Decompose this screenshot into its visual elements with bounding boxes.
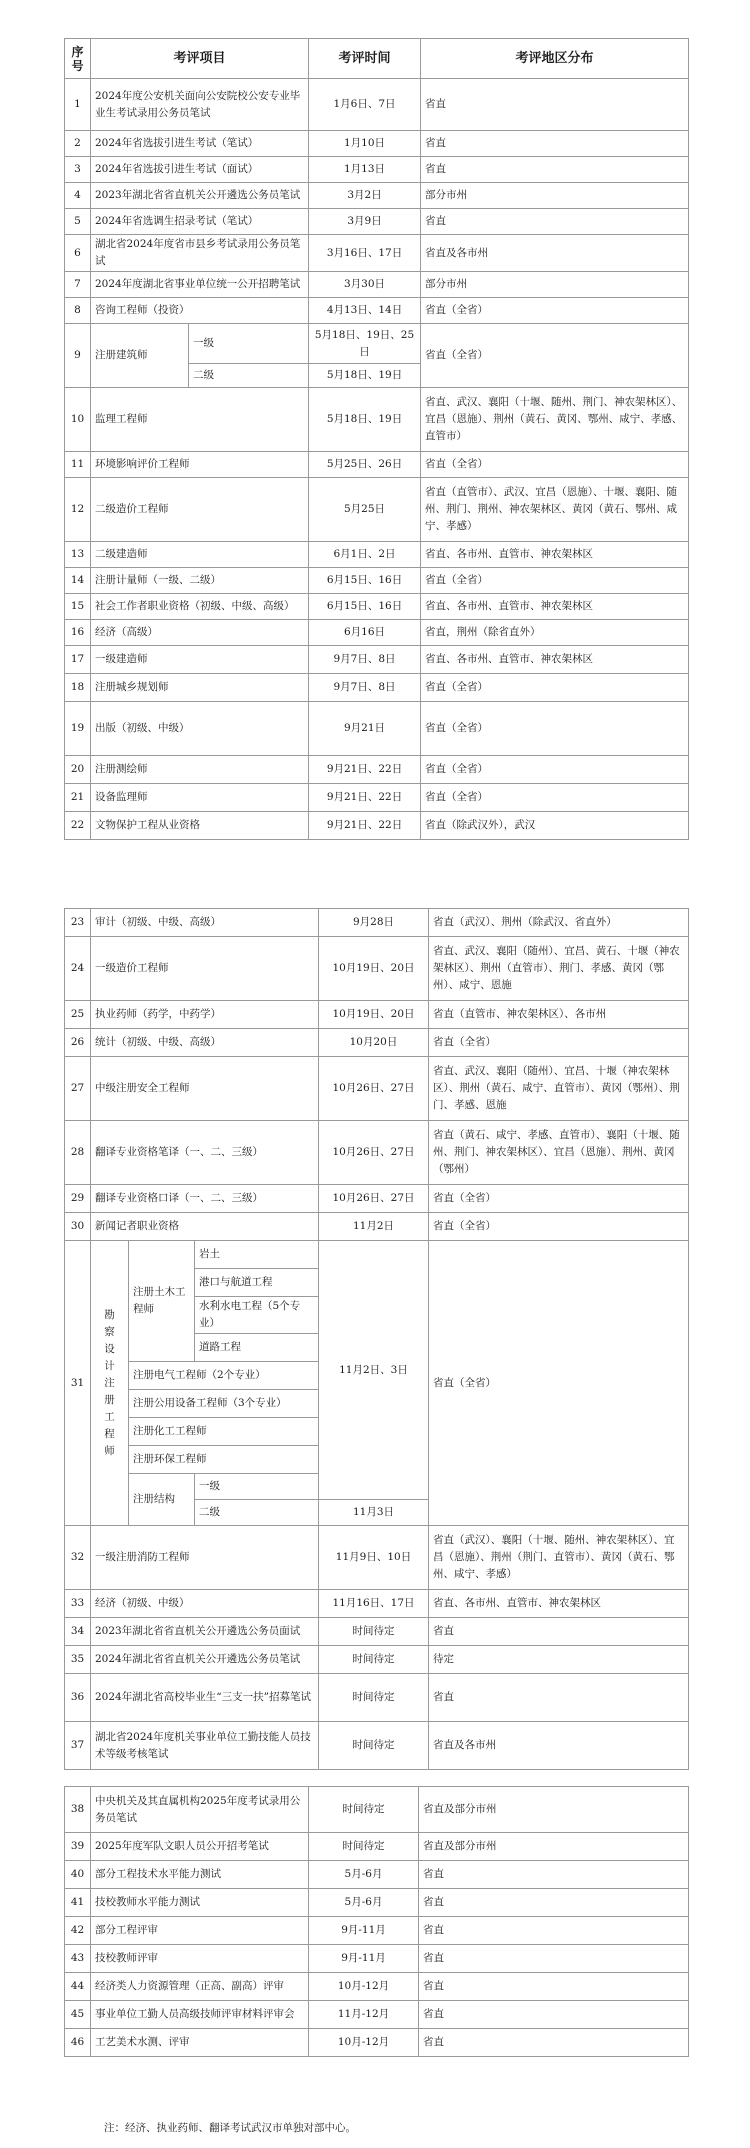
row-time: 10月26日、27日 (319, 1185, 429, 1213)
row-no: 38 (65, 1787, 91, 1833)
row-time: 6月15日、16日 (309, 594, 421, 620)
row-area: 省直、武汉、襄阳（随州）、宜昌、黄石、十堰（神农架林区）、荆州（直管市）、荆门、孝感、黄冈（鄂州）、咸宁、恩施 (429, 937, 689, 1001)
row-item: 经济（初级、中级） (91, 1590, 319, 1618)
table-row (65, 1861, 689, 1889)
row-time: 9月7日、8日 (309, 674, 421, 702)
row-area: 省直及部分市州 (419, 1787, 689, 1833)
row-item: 文物保护工程从业资格 (91, 812, 309, 840)
table-row (65, 2029, 689, 2057)
table-row (65, 620, 689, 646)
row-no: 16 (65, 620, 91, 646)
row-time: 4月13日、14日 (309, 298, 421, 324)
row-time: 6月15日、16日 (309, 568, 421, 594)
row-item: 事业单位工勤人员高级技师评审材料评审会 (91, 2001, 309, 2029)
table-row (65, 1526, 689, 1590)
row-area: 省直、各市州、直管市、神农架林区 (421, 646, 689, 674)
table-row (65, 388, 689, 452)
row-item: 设备监理师 (91, 784, 309, 812)
row-no: 1 (65, 79, 91, 131)
row-time: 11月2日 (319, 1213, 429, 1241)
row-no: 20 (65, 756, 91, 784)
row-area: 省直 (429, 1674, 689, 1722)
row-time: 11月3日 (319, 1500, 429, 1526)
row-time: 9月-11月 (309, 1945, 419, 1973)
row-item: 工艺美术水测、评审 (91, 2029, 309, 2057)
row-item: 注册测绘师 (91, 756, 309, 784)
row-no: 25 (65, 1001, 91, 1029)
table-row (65, 594, 689, 620)
row-item: 湖北省2024年度省市县乡考试录用公务员笔试 (91, 235, 309, 272)
row-time: 9月7日、8日 (309, 646, 421, 674)
row-no: 17 (65, 646, 91, 674)
row-item: 中级注册安全工程师 (91, 1057, 319, 1121)
table-row (65, 324, 689, 364)
table-row (65, 1674, 689, 1722)
row-item: 一级造价工程师 (91, 937, 319, 1001)
row-no: 21 (65, 784, 91, 812)
row-time: 3月16日、17日 (309, 235, 421, 272)
row-item: 统计（初级、中级、高级） (91, 1029, 319, 1057)
row-no: 39 (65, 1833, 91, 1861)
table-row (65, 452, 689, 478)
row-no: 2 (65, 131, 91, 157)
row-item: 勘察设计注册工程师 (104, 1308, 115, 1457)
table-row (65, 478, 689, 542)
row-area: 省直（直管市）、武汉、宜昌（恩施）、十堰、襄阳、随州、荆门、荆州、神农架林区、黄冈（黄石、鄂州、咸宁、孝感） (421, 478, 689, 542)
row-area: 省直、各市州、直管市、神农架林区 (429, 1590, 689, 1618)
row-subitem: 一级 (195, 1474, 319, 1500)
table-row (65, 272, 689, 298)
row-no: 34 (65, 1618, 91, 1646)
row-item: 出版（初级、中级） (91, 702, 309, 756)
row-item: 翻译专业资格笔译（一、二、三级） (91, 1121, 319, 1185)
row-no: 5 (65, 209, 91, 235)
row-area: 省直 (419, 2001, 689, 2029)
row-item: 部分工程技术水平能力测试 (91, 1861, 309, 1889)
row-time: 1月6日、7日 (309, 79, 421, 131)
row-item: 二级建造师 (91, 542, 309, 568)
exam-schedule-table-part-1 (64, 38, 689, 840)
row-item: 2025年度军队文职人员公开招考笔试 (91, 1833, 309, 1861)
row-time: 5月18日、19日 (309, 364, 421, 388)
row-item: 2024年省选拔引进生考试（面试） (91, 157, 309, 183)
table-row (65, 79, 689, 131)
row-item: 技校教师评审 (91, 1945, 309, 1973)
row-area: 省直（全省） (429, 1029, 689, 1057)
row-item: 2024年度公安机关面向公安院校公安专业毕业生考试录用公务员笔试 (91, 79, 309, 131)
table-row (65, 1917, 689, 1945)
row-area: 省直（全省） (421, 674, 689, 702)
row-area: 省直、各市州、直管市、神农架林区 (421, 542, 689, 568)
row-no: 22 (65, 812, 91, 840)
row-time: 时间待定 (309, 1833, 419, 1861)
row-time: 11月2日、3日 (319, 1241, 429, 1500)
table-row (65, 784, 689, 812)
row-time: 9月21日、22日 (309, 756, 421, 784)
row-no: 32 (65, 1526, 91, 1590)
row-subitem: 注册环保工程师 (129, 1446, 319, 1474)
row-time: 11月9日、10日 (319, 1526, 429, 1590)
row-area: 省直（全省） (421, 568, 689, 594)
row-subitem: 道路工程 (195, 1334, 319, 1362)
row-area: 省直 (421, 131, 689, 157)
row-no: 12 (65, 478, 91, 542)
table-row (65, 1057, 689, 1121)
row-time: 1月10日 (309, 131, 421, 157)
table-row (65, 183, 689, 209)
row-area: 省直（除武汉外），武汉 (421, 812, 689, 840)
row-subitem: 注册化工工程师 (129, 1418, 319, 1446)
row-time: 6月16日 (309, 620, 421, 646)
row-area: 省直（全省） (421, 784, 689, 812)
row-area: 省直、武汉、襄阳（十堰、随州、荆门、神农架林区）、宜昌（恩施）、荆州（黄石、黄冈、鄂州、咸宁、孝感、直管市） (421, 388, 689, 452)
table-row (65, 568, 689, 594)
header-item: 考评项目 (91, 39, 309, 79)
row-area: 省直（武汉）、襄阳（十堰、随州、神农架林区）、宜昌（恩施）、荆州（荆门、直管市）、黄冈（黄石、鄂州、咸宁、孝感） (429, 1526, 689, 1590)
row-time: 10月19日、20日 (319, 937, 429, 1001)
table-row (65, 1787, 689, 1833)
row-item: 2024年湖北省省直机关公开遴选公务员笔试 (91, 1646, 319, 1674)
row-no: 3 (65, 157, 91, 183)
row-item: 翻译专业资格口译（一、二、三级） (91, 1185, 319, 1213)
table-row (65, 209, 689, 235)
row-no: 14 (65, 568, 91, 594)
table-row (65, 2001, 689, 2029)
row-item: 2024年度湖北省事业单位统一公开招聘笔试 (91, 272, 309, 298)
row-item: 2023年湖北省省直机关公开遴选公务员面试 (91, 1618, 319, 1646)
table-row (65, 937, 689, 1001)
row-item: 一级注册消防工程师 (91, 1526, 319, 1590)
table-row (65, 298, 689, 324)
row-no: 46 (65, 2029, 91, 2057)
row-no: 37 (65, 1722, 91, 1770)
row-area: 部分市州 (421, 272, 689, 298)
row-no: 6 (65, 235, 91, 272)
table-row (65, 1646, 689, 1674)
row-time: 10月-12月 (309, 2029, 419, 2057)
row-item: 2023年湖北省省直机关公开遴选公务员笔试 (91, 183, 309, 209)
row-time: 5月25日、26日 (309, 452, 421, 478)
row-time: 5月-6月 (309, 1889, 419, 1917)
table-row (65, 702, 689, 756)
row-area: 省直，荆州（除省直外） (421, 620, 689, 646)
row-no: 10 (65, 388, 91, 452)
row-no: 23 (65, 909, 91, 937)
row-item: 一级建造师 (91, 646, 309, 674)
row-area: 待定 (429, 1646, 689, 1674)
row-item: 监理工程师 (91, 388, 309, 452)
row-area: 省直、武汉、襄阳（随州）、宜昌、十堰（神农架林区）、荆州（黄石、咸宁、直管市）、黄冈（鄂州）、荆门、孝感、恩施 (429, 1057, 689, 1121)
row-area: 省直（武汉）、荆州（除武汉、省直外） (429, 909, 689, 937)
header-row (65, 39, 689, 79)
row-time: 时间待定 (319, 1618, 429, 1646)
row-area: 省直（全省） (421, 702, 689, 756)
row-subitem: 二级 (195, 1500, 319, 1526)
table-row (65, 1618, 689, 1646)
table-row (65, 1213, 689, 1241)
row-time: 11月16日、17日 (319, 1590, 429, 1618)
row-area: 省直 (421, 157, 689, 183)
row-item: 注册计量师（一级、二级） (91, 568, 309, 594)
table-row (65, 235, 689, 272)
row-item: 审计（初级、中级、高级） (91, 909, 319, 937)
table-row (65, 1590, 689, 1618)
row-area: 省直（全省） (429, 1241, 689, 1526)
table-row (65, 1121, 689, 1185)
exam-schedule-table-part-2 (64, 908, 689, 1770)
table-row (65, 674, 689, 702)
row-no: 29 (65, 1185, 91, 1213)
row-area: 省直 (419, 1889, 689, 1917)
row-no: 18 (65, 674, 91, 702)
row-item: 经济（高级） (91, 620, 309, 646)
row-time: 10月26日、27日 (319, 1057, 429, 1121)
row-time: 9月28日 (319, 909, 429, 937)
footnote: 注：经济、执业药师、翻译考试武汉市单独对部中心。 (104, 2122, 356, 2134)
row-item-cell (91, 1241, 129, 1526)
row-area: 部分市州 (421, 183, 689, 209)
table-row (65, 1722, 689, 1770)
row-no: 15 (65, 594, 91, 620)
row-no: 43 (65, 1945, 91, 1973)
exam-schedule-table-part-3 (64, 1786, 689, 2057)
row-item: 社会工作者职业资格（初级、中级、高级） (91, 594, 309, 620)
row-no: 35 (65, 1646, 91, 1674)
table-row (65, 1973, 689, 2001)
row-area: 省直及部分市州 (419, 1833, 689, 1861)
row-subitem: 注册土木工程师 (129, 1241, 195, 1362)
row-no: 30 (65, 1213, 91, 1241)
row-subitem: 岩土 (195, 1241, 319, 1269)
row-item: 环境影响评价工程师 (91, 452, 309, 478)
row-item: 中央机关及其直属机构2025年度考试录用公务员笔试 (91, 1787, 309, 1833)
row-area: 省直 (419, 1917, 689, 1945)
table-row (65, 1185, 689, 1213)
table-row (65, 812, 689, 840)
row-no: 44 (65, 1973, 91, 2001)
row-item: 技校教师水平能力测试 (91, 1889, 309, 1917)
row-item: 2024年省选调生招录考试（笔试） (91, 209, 309, 235)
row-area: 省直（全省） (421, 452, 689, 478)
row-area: 省直（全省） (421, 298, 689, 324)
row-item: 部分工程评审 (91, 1917, 309, 1945)
row-area: 省直 (419, 2029, 689, 2057)
row-no: 13 (65, 542, 91, 568)
row-subitem: 一级 (189, 324, 309, 364)
row-time: 6月1日、2日 (309, 542, 421, 568)
header-area: 考评地区分布 (421, 39, 689, 79)
table-row (65, 909, 689, 937)
row-item: 二级造价工程师 (91, 478, 309, 542)
row-area: 省直 (429, 1618, 689, 1646)
row-time: 10月20日 (319, 1029, 429, 1057)
row-area: 省直（全省） (429, 1185, 689, 1213)
row-item: 注册建筑师 (91, 324, 189, 388)
row-time: 11月-12月 (309, 2001, 419, 2029)
row-area: 省直及各市州 (429, 1722, 689, 1770)
row-time: 1月13日 (309, 157, 421, 183)
row-no: 42 (65, 1917, 91, 1945)
row-no: 26 (65, 1029, 91, 1057)
row-time: 5月25日 (309, 478, 421, 542)
row-time: 5月-6月 (309, 1861, 419, 1889)
header-time: 考评时间 (309, 39, 421, 79)
row-item: 2024年湖北省高校毕业生“三支一扶”招募笔试 (91, 1674, 319, 1722)
row-time: 3月30日 (309, 272, 421, 298)
row-item: 湖北省2024年度机关事业单位工勤技能人员技术等级考核笔试 (91, 1722, 319, 1770)
row-subitem: 注册结构 (129, 1474, 195, 1526)
row-time: 10月26日、27日 (319, 1121, 429, 1185)
row-area: 省直 (419, 1945, 689, 1973)
row-no: 11 (65, 452, 91, 478)
table-row (65, 542, 689, 568)
table-row (65, 1001, 689, 1029)
row-no: 36 (65, 1674, 91, 1722)
row-area: 省直 (421, 79, 689, 131)
table-row (65, 1241, 689, 1269)
row-subitem: 注册公用设备工程师（3个专业） (129, 1390, 319, 1418)
table-row (65, 1945, 689, 1973)
table-row (65, 646, 689, 674)
row-area: 省直及各市州 (421, 235, 689, 272)
row-item: 2024年省选拔引进生考试（笔试） (91, 131, 309, 157)
table-row (65, 131, 689, 157)
row-time: 9月-11月 (309, 1917, 419, 1945)
row-subitem: 港口与航道工程 (195, 1269, 319, 1297)
row-no: 31 (65, 1241, 91, 1526)
row-area: 省直、各市州、直管市、神农架林区 (421, 594, 689, 620)
row-time: 时间待定 (319, 1674, 429, 1722)
row-time: 9月21日、22日 (309, 812, 421, 840)
row-no: 24 (65, 937, 91, 1001)
row-time: 9月21日、22日 (309, 784, 421, 812)
row-time: 时间待定 (319, 1646, 429, 1674)
row-area: 省直 (419, 1861, 689, 1889)
row-subitem: 水利水电工程（5个专业） (195, 1297, 319, 1334)
row-no: 41 (65, 1889, 91, 1917)
row-subitem: 注册电气工程师（2个专业） (129, 1362, 319, 1390)
table-row (65, 1833, 689, 1861)
row-time: 3月2日 (309, 183, 421, 209)
row-time: 5月18日、19日 (309, 388, 421, 452)
row-area: 省直（全省） (429, 1213, 689, 1241)
row-no: 45 (65, 2001, 91, 2029)
row-area: 省直（黄石、咸宁、孝感、直管市）、襄阳（十堰、随州、荆门、神农架林区）、宜昌（恩施）、荆州、黄冈（鄂州） (429, 1121, 689, 1185)
row-area: 省直 (421, 209, 689, 235)
row-no: 40 (65, 1861, 91, 1889)
row-area: 省直（全省） (421, 324, 689, 388)
row-no: 8 (65, 298, 91, 324)
row-item: 咨询工程师（投资） (91, 298, 309, 324)
row-item: 新闻记者职业资格 (91, 1213, 319, 1241)
table-row (65, 1029, 689, 1057)
row-time: 时间待定 (309, 1787, 419, 1833)
row-time: 5月18日、19日、25日 (309, 324, 421, 364)
row-no: 4 (65, 183, 91, 209)
row-item: 经济类人力资源管理（正高、副高）评审 (91, 1973, 309, 2001)
row-no: 9 (65, 324, 91, 388)
row-area: 省直（直管市、神农架林区）、各市州 (429, 1001, 689, 1029)
row-no: 27 (65, 1057, 91, 1121)
table-row (65, 157, 689, 183)
row-no: 19 (65, 702, 91, 756)
table-row (65, 1889, 689, 1917)
table-row (65, 756, 689, 784)
row-time: 10月19日、20日 (319, 1001, 429, 1029)
row-no: 28 (65, 1121, 91, 1185)
row-time: 9月21日 (309, 702, 421, 756)
row-time: 时间待定 (319, 1722, 429, 1770)
row-no: 33 (65, 1590, 91, 1618)
row-item: 执业药师（药学，中药学） (91, 1001, 319, 1029)
row-time: 3月9日 (309, 209, 421, 235)
row-subitem: 二级 (189, 364, 309, 388)
header-no: 序号 (65, 39, 91, 79)
row-time: 10月-12月 (309, 1973, 419, 2001)
row-area: 省直 (419, 1973, 689, 2001)
row-area: 省直（全省） (421, 756, 689, 784)
row-no: 7 (65, 272, 91, 298)
row-item: 注册城乡规划师 (91, 674, 309, 702)
